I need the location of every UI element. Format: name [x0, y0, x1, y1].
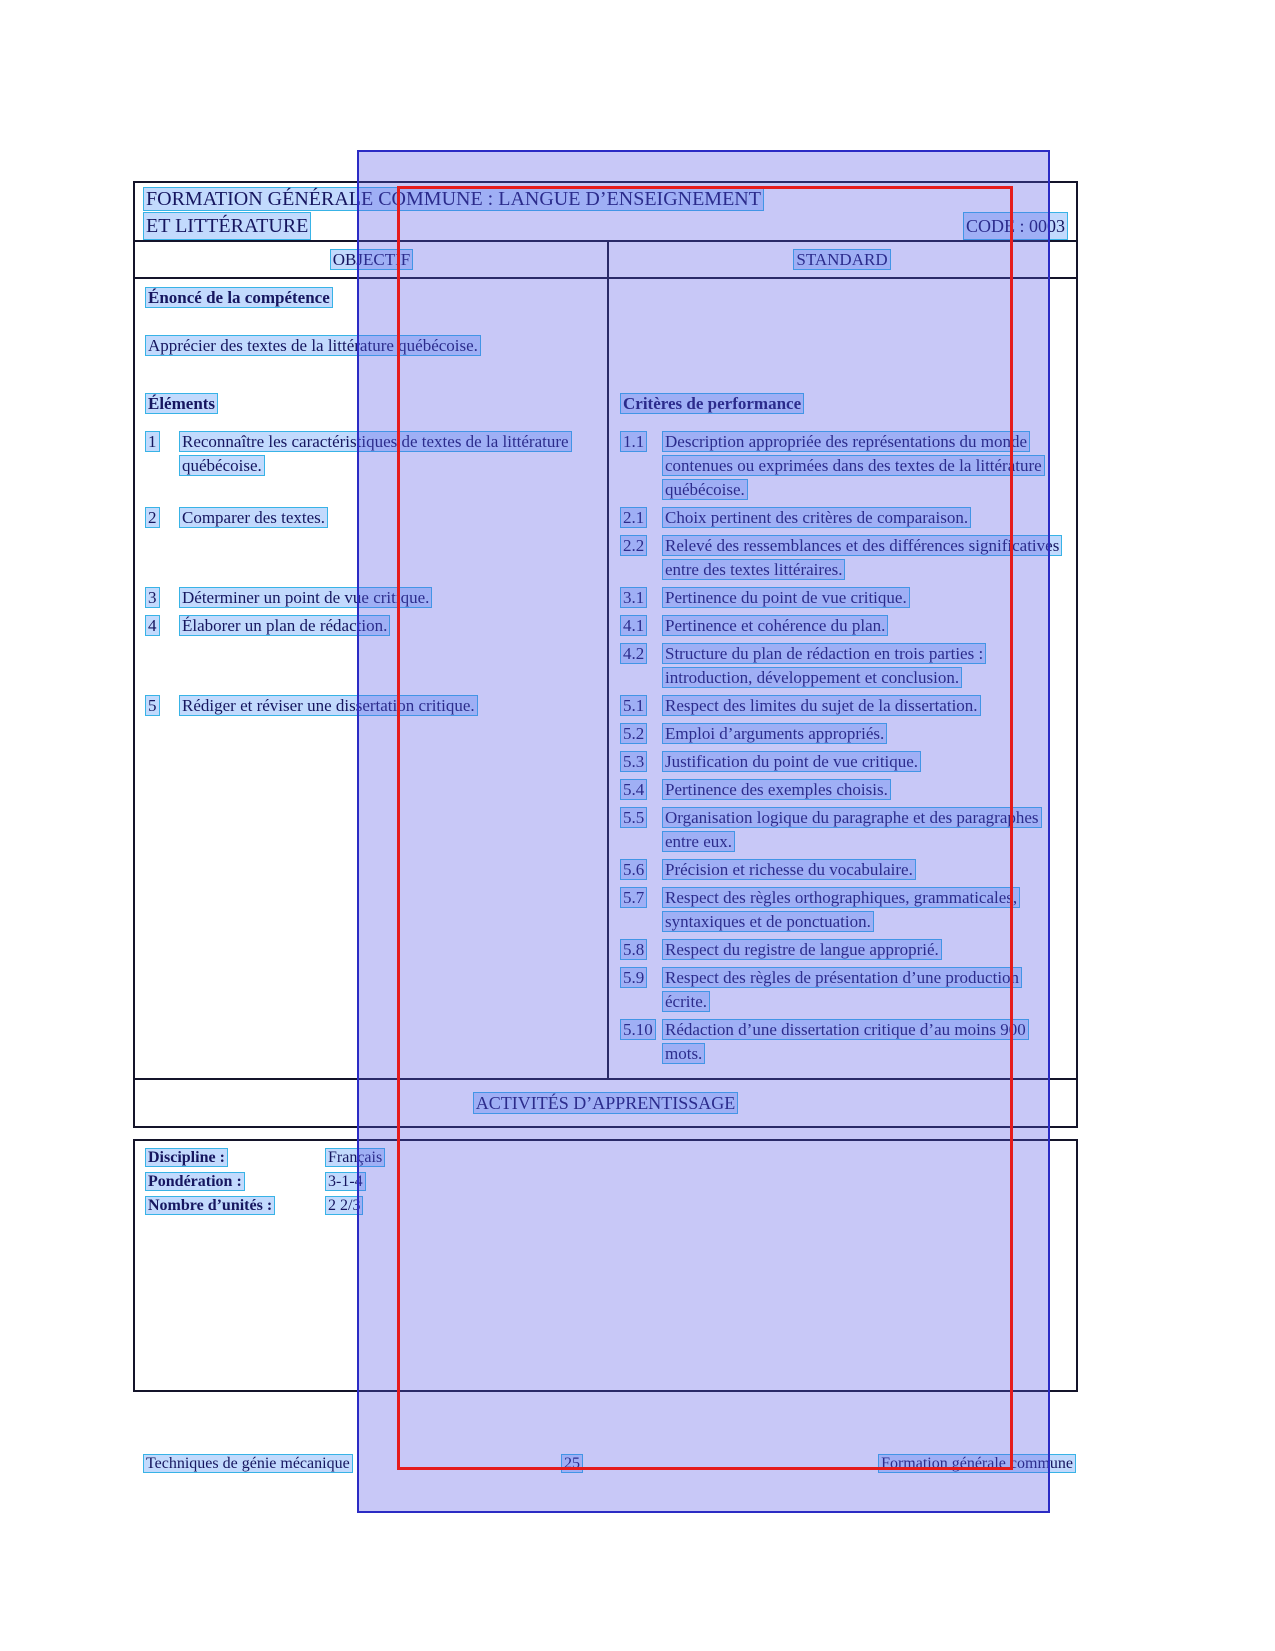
- criterion-text: Respect des limites du sujet de la dissertation.: [662, 695, 981, 716]
- criterion-number: 4.1: [620, 615, 647, 636]
- discipline-label: Discipline :: [145, 1148, 228, 1167]
- criterion-number: 5.4: [620, 779, 647, 800]
- details-box: [133, 1139, 1078, 1392]
- element-text: Reconnaître les caractéristiques de textes de la littérature québécoise.: [179, 431, 572, 476]
- element-number: 4: [145, 615, 160, 636]
- criterion-row: [620, 858, 1068, 882]
- criterion-number: 5.5: [620, 807, 647, 828]
- criterion-row: [620, 722, 1068, 746]
- column-header-standard: STANDARD: [608, 242, 1076, 277]
- element-group-3: [135, 586, 1076, 614]
- criterion-row: [620, 886, 1068, 934]
- criterion-text: Précision et richesse du vocabulaire.: [662, 859, 916, 880]
- element-group-1: [135, 430, 1076, 506]
- element-number: 5: [145, 695, 160, 716]
- table-body: [135, 277, 1076, 1078]
- doc-title-line1-text: FORMATION GÉNÉRALE COMMUNE : LANGUE D’ENSEIGNEMENT: [143, 187, 764, 211]
- column-header-objectif: OBJECTIF: [135, 242, 608, 277]
- title-block: [135, 183, 1076, 240]
- element-text: Rédiger et réviser une dissertation critique.: [179, 695, 478, 716]
- element-group-5: [135, 694, 1076, 1070]
- code-label: CODE : 0003: [963, 212, 1068, 240]
- criterion-row: [620, 614, 1068, 638]
- program-table: [133, 181, 1078, 1128]
- ponderation-value: 3-1-4: [325, 1172, 366, 1191]
- criterion-text: Respect du registre de langue approprié.: [662, 939, 942, 960]
- discipline-value: Français: [325, 1148, 385, 1167]
- criterion-number: 2.1: [620, 507, 647, 528]
- criterion-number: 5.9: [620, 967, 647, 988]
- element-number: 3: [145, 587, 160, 608]
- enonce-heading: Énoncé de la compétence: [145, 287, 333, 308]
- criterion-text: Pertinence des exemples choisis.: [662, 779, 891, 800]
- criterion-text: Respect des règles orthographiques, grammaticales, syntaxiques et de ponctuation.: [662, 887, 1020, 932]
- activites-section: [135, 1078, 1076, 1126]
- criteres-heading: Critères de performance: [620, 393, 804, 414]
- criterion-row: [620, 938, 1068, 962]
- criterion-text: Respect des règles de présentation d’une production écrite.: [662, 967, 1022, 1012]
- element-number: 2: [145, 507, 160, 528]
- element-row: [145, 614, 600, 638]
- footer-section: Formation générale commune: [878, 1454, 1076, 1473]
- criterion-row: [620, 534, 1068, 582]
- criterion-number: 4.2: [620, 643, 647, 664]
- element-row: [145, 586, 600, 610]
- element-text: Élaborer un plan de rédaction.: [179, 615, 390, 636]
- criterion-number: 3.1: [620, 587, 647, 608]
- criterion-row: [620, 806, 1068, 854]
- element-text: Déterminer un point de vue critique.: [179, 587, 432, 608]
- doc-title-line1: [143, 186, 1068, 212]
- criterion-number: 5.10: [620, 1019, 656, 1040]
- unites-label: Nombre d’unités :: [145, 1196, 275, 1215]
- criterion-text: Organisation logique du paragraphe et des paragraphes entre eux.: [662, 807, 1042, 852]
- criterion-number: 5.8: [620, 939, 647, 960]
- unites-value: 2 2/3: [325, 1196, 363, 1215]
- criterion-text: Rédaction d’une dissertation critique d’au moins 900 mots.: [662, 1019, 1029, 1064]
- footer-program: Techniques de génie mécanique: [143, 1454, 353, 1473]
- column-headers: [135, 240, 1076, 277]
- element-row: [145, 430, 600, 478]
- criterion-text: Pertinence du point de vue critique.: [662, 587, 910, 608]
- page-number: 25: [561, 1454, 583, 1473]
- detail-row-discipline: [145, 1146, 1066, 1170]
- element-group-4: [135, 614, 1076, 694]
- criterion-number: 5.1: [620, 695, 647, 716]
- criterion-row: [620, 586, 1068, 610]
- criterion-row: [620, 750, 1068, 774]
- criterion-number: 2.2: [620, 535, 647, 556]
- element-row: [145, 506, 600, 530]
- element-number: 1: [145, 431, 160, 452]
- criterion-row: [620, 430, 1068, 502]
- criterion-text: Justification du point de vue critique.: [662, 751, 921, 772]
- element-row: [145, 694, 600, 718]
- criterion-row: [620, 1018, 1068, 1066]
- elements-heading: Éléments: [145, 393, 218, 414]
- enonce-heading-row: [135, 286, 1076, 310]
- criterion-row: [620, 694, 1068, 718]
- criterion-number: 5.6: [620, 859, 647, 880]
- criterion-row: [620, 778, 1068, 802]
- criterion-text: Relevé des ressemblances et des différences significatives entre des textes littéraires.: [662, 535, 1062, 580]
- element-text: Comparer des textes.: [179, 507, 328, 528]
- criterion-text: Pertinence et cohérence du plan.: [662, 615, 888, 636]
- enonce-text-row: [135, 334, 1076, 358]
- criterion-row: [620, 642, 1068, 690]
- criterion-text: Choix pertinent des critères de comparaison.: [662, 507, 971, 528]
- detail-row-ponderation: [145, 1170, 1066, 1194]
- criterion-number: 5.3: [620, 751, 647, 772]
- criterion-number: 5.7: [620, 887, 647, 908]
- criterion-number: 5.2: [620, 723, 647, 744]
- element-group-2: [135, 506, 1076, 586]
- criterion-row: [620, 506, 1068, 530]
- doc-title-line2-text: ET LITTÉRATURE: [143, 212, 311, 240]
- section-headings-row: [135, 392, 1076, 416]
- criterion-text: Emploi d’arguments appropriés.: [662, 723, 887, 744]
- criterion-row: [620, 966, 1068, 1014]
- ponderation-label: Pondération :: [145, 1172, 245, 1191]
- page-footer: [133, 1452, 1078, 1476]
- criterion-text: Description appropriée des représentations du monde contenues ou exprimées dans des textes de la littérature québécoise.: [662, 431, 1045, 500]
- criterion-number: 1.1: [620, 431, 647, 452]
- criterion-text: Structure du plan de rédaction en trois parties : introduction, développement et conclusion.: [662, 643, 986, 688]
- activites-heading: ACTIVITÉS D’APPRENTISSAGE: [473, 1092, 739, 1114]
- enonce-text: Apprécier des textes de la littérature québécoise.: [145, 335, 481, 356]
- detail-row-unites: [145, 1194, 1066, 1218]
